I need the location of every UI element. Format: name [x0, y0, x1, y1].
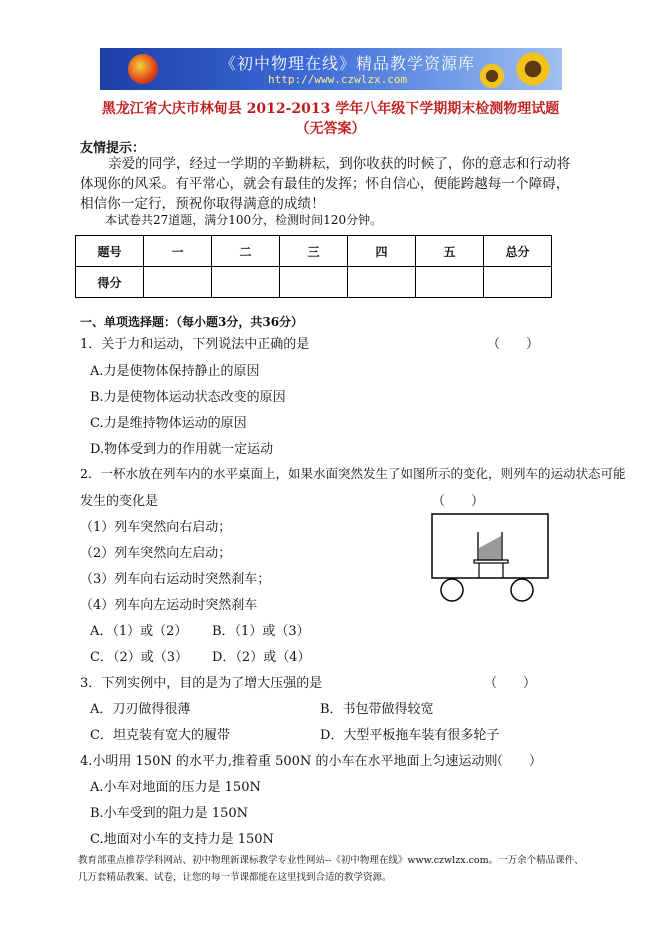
q1-stem: 1．关于力和运动，下列说法中正确的是 — [80, 337, 310, 352]
section-heading: 一、单项选择题：（每小题3分，共36分） — [80, 315, 304, 329]
q4-stem: 4.小明用 150N 的水平力,推着重 500N 的小车在水平地面上匀速运动则 — [80, 754, 498, 769]
exam-info: 本试卷共27道题，满分100分，检测时间120分钟。 — [105, 213, 383, 227]
left-wheel-icon — [441, 579, 463, 601]
table-header-cell: 一 — [144, 236, 212, 267]
q2-stem-cont: 发生的变化是 — [80, 494, 159, 509]
q2-option-a: A．（1）或（2） — [90, 624, 188, 639]
page-title: 黑龙江省大庆市林甸县 2012-2013 学年八年级下学期期末检测物理试题 — [101, 101, 560, 117]
table-header-cell: 二 — [212, 236, 280, 267]
q2-option-b: B．（1）或（3） — [212, 624, 310, 639]
table-header-cell: 四 — [348, 236, 416, 267]
tips-label: 友情提示： — [80, 141, 146, 156]
q4-option-a: A.小车对地面的压力是 150N — [90, 780, 261, 795]
score-cell[interactable] — [212, 267, 280, 298]
q3-option-c: C．坦克装有宽大的履带 — [90, 728, 230, 743]
score-cell[interactable] — [348, 267, 416, 298]
score-table — [75, 235, 552, 298]
train-water-diagram — [430, 510, 560, 606]
table-header-cell: 总分 — [484, 236, 552, 267]
q4-option-c: C.地面对小车的支持力是 150N — [90, 832, 274, 847]
site-logo-icon — [128, 54, 158, 84]
q4-option-b: B.小车受到的阻力是 150N — [90, 806, 249, 821]
footer-line: 几万套精品教案、试卷，让您的每一节课都能在这里找到合适的教学资源。 — [78, 872, 392, 883]
page-subtitle: （无答案） — [295, 121, 366, 137]
q2-stem: 2．一杯水放在列车内的水平桌面上，如果水面突然发生了如图所示的变化，则列车的运动状态可能 — [80, 466, 626, 481]
footer-line: 教育部重点推荐学科网站、初中物理新课标教学专业性网站--《初中物理在线》www.czwlzx.com。一万余个精品课件、 — [78, 855, 584, 866]
q3-option-a: A．刀刃做得很薄 — [90, 702, 191, 717]
q2-item-3: （3）列车向右运动时突然刹车； — [80, 572, 271, 587]
q1-option-a: A.力是使物体保持静止的原因 — [90, 364, 260, 379]
q1-option-d: D.物体受到力的作用就一定运动 — [90, 442, 274, 457]
q3-answer-paren: （ ） — [484, 676, 537, 691]
tips-paragraph — [80, 154, 580, 214]
banner-url[interactable]: http://www.czwlzx.com — [268, 73, 408, 86]
table-row-label: 得分 — [76, 267, 144, 298]
sunflower-icon — [514, 50, 552, 88]
q3-option-b: B．书包带做得较宽 — [320, 702, 434, 717]
q3-stem: 3．下列实例中，目的是为了增大压强的是 — [80, 676, 323, 691]
page-footer — [78, 852, 598, 886]
tips-text: 亲爱的同学，经过一学期的辛勤耕耘，到你收获的时候了，你的意志和行动将体现你的风采。有平常心，就会有最佳的发挥；怀自信心，便能跨越每一个障碍，相信你一定行，预祝你取得满意的成绩！ — [80, 156, 571, 212]
q1-answer-paren: （ ） — [487, 337, 540, 352]
q1-option-b: B.力是使物体运动状态改变的原因 — [90, 390, 286, 405]
table-row — [76, 267, 552, 298]
score-cell[interactable] — [144, 267, 212, 298]
score-cell[interactable] — [416, 267, 484, 298]
table-header-cell: 五 — [416, 236, 484, 267]
q2-item-2: （2）列车突然向左启动； — [80, 546, 232, 561]
q2-option-d: D．（2）或（4） — [212, 650, 311, 665]
table-header-row — [76, 236, 552, 267]
q4-answer-paren: （ ） — [490, 754, 543, 769]
q2-item-1: （1）列车突然向右启动； — [80, 520, 232, 535]
q1-option-c: C.力是维持物体运动的原因 — [90, 416, 247, 431]
score-cell[interactable] — [484, 267, 552, 298]
score-cell[interactable] — [280, 267, 348, 298]
q2-option-c: C．（2）或（3） — [90, 650, 188, 665]
right-wheel-icon — [511, 579, 533, 601]
q2-answer-paren: （ ） — [432, 494, 485, 509]
q2-item-4: （4）列车向左运动时突然刹车 — [80, 598, 258, 613]
q3-option-d: D．大型平板拖车装有很多轮子 — [320, 728, 500, 743]
table-header-cell: 题号 — [76, 236, 144, 267]
banner-title: 《初中物理在线》精品教学资源库 — [220, 54, 476, 73]
table-header-cell: 三 — [280, 236, 348, 267]
sunflower-icon — [478, 62, 506, 90]
header-banner — [100, 48, 562, 90]
